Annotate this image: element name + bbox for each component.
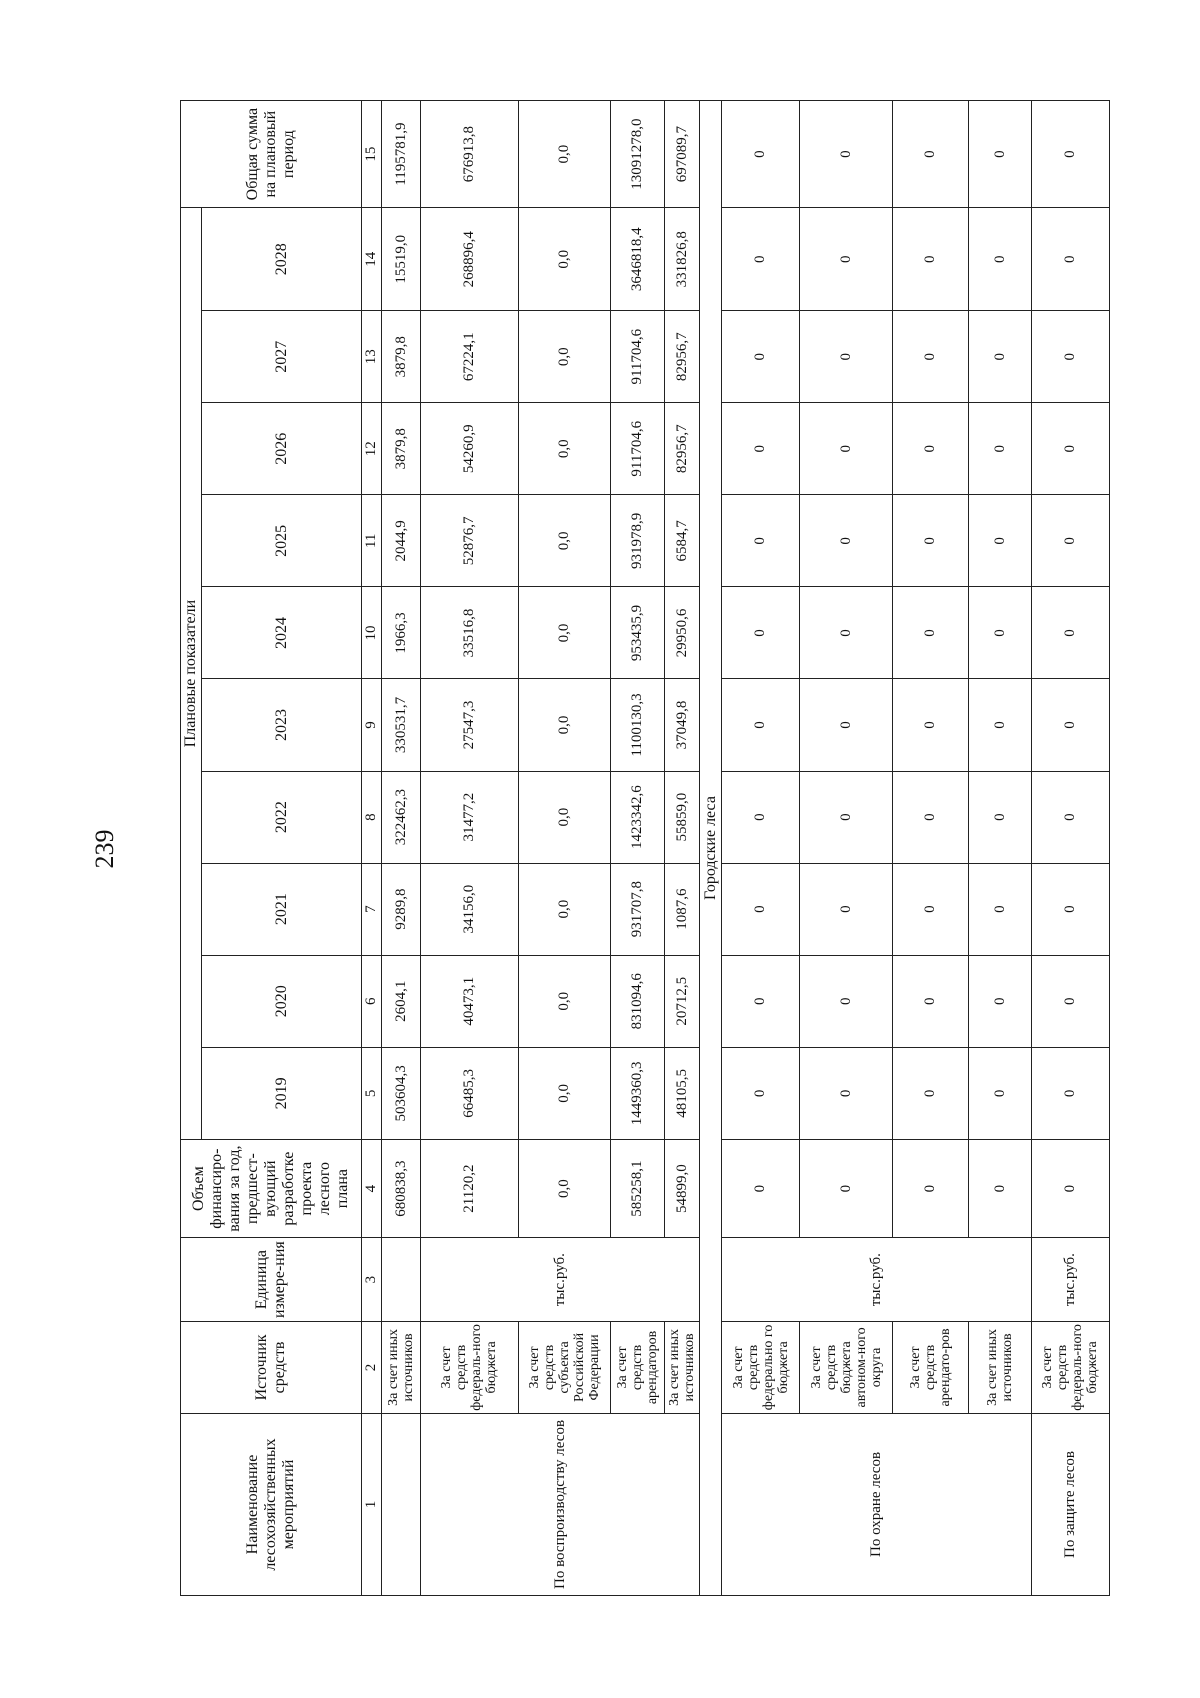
value-cell: 911704,6: [610, 403, 664, 495]
value-cell: 0: [722, 863, 800, 955]
header-total: Общая сумма на плановый период: [181, 101, 362, 208]
page-number: 239: [90, 829, 119, 869]
value-cell: 0: [969, 587, 1032, 679]
header-name: Наименование лесохозяйственных мероприятий: [181, 1413, 362, 1595]
value-cell: 82956,7: [664, 311, 700, 403]
value-cell: 55859,0: [664, 771, 700, 863]
unit-cell: тыс.руб.: [1031, 1238, 1109, 1322]
value-cell: 0: [893, 403, 969, 495]
value-cell: 0: [969, 1047, 1032, 1139]
value-cell: 0: [722, 311, 800, 403]
col-number-10: 10: [362, 587, 382, 679]
col-number-8: 8: [362, 771, 382, 863]
table-row: [800, 101, 893, 1596]
source-cell: За счет средств субъекта Российской Федерации: [518, 1321, 610, 1413]
header-prev-volume: Объем финансиро-вания за год, предшест-вующий разработке проекта лесного плана: [181, 1139, 362, 1238]
value-cell: 0: [800, 208, 893, 311]
table-row: [421, 101, 519, 1596]
value-cell: 953435,9: [610, 587, 664, 679]
table-row: [518, 101, 610, 1596]
value-cell: 0: [722, 1139, 800, 1238]
value-cell: 0: [969, 208, 1032, 311]
value-cell: 0,0: [518, 311, 610, 403]
table-row: [722, 101, 800, 1596]
rotated-table-container: [180, 100, 1110, 1596]
unit-cell: тыс.руб.: [421, 1238, 700, 1322]
value-cell: 0: [722, 1047, 800, 1139]
header-source: Источник средств: [181, 1321, 362, 1413]
value-cell: 29950,6: [664, 587, 700, 679]
table-row: [610, 101, 664, 1596]
source-cell: За счет средств федераль-ного бюджета: [421, 1321, 519, 1413]
value-cell: 0: [893, 587, 969, 679]
header-year-2028: 2028: [202, 208, 362, 311]
header-year-2025: 2025: [202, 495, 362, 587]
value-cell: 0: [1031, 771, 1109, 863]
value-cell: 0: [893, 1139, 969, 1238]
col-number-2: 2: [362, 1321, 382, 1413]
header-year-2024: 2024: [202, 587, 362, 679]
value-cell: 0: [800, 863, 893, 955]
value-cell: 330531,7: [382, 679, 421, 771]
header-year-2026: 2026: [202, 403, 362, 495]
header-year-2019: 2019: [202, 1047, 362, 1139]
value-cell: 0: [1031, 1047, 1109, 1139]
unit-cell: тыс.руб.: [722, 1238, 1032, 1322]
value-cell: 67224,1: [421, 311, 519, 403]
header-planned: Плановые показатели: [181, 208, 202, 1140]
header-year-2020: 2020: [202, 955, 362, 1047]
table-row: [1031, 101, 1109, 1596]
value-cell: 585258,1: [610, 1139, 664, 1238]
value-cell: 0: [893, 955, 969, 1047]
value-cell: 2044,9: [382, 495, 421, 587]
header-year-2023: 2023: [202, 679, 362, 771]
value-cell: 0: [800, 679, 893, 771]
header-year-2027: 2027: [202, 311, 362, 403]
value-cell: 13091278,0: [610, 101, 664, 208]
value-cell: 931707,8: [610, 863, 664, 955]
table-row: [893, 101, 969, 1596]
value-cell: 0: [969, 311, 1032, 403]
value-cell: 0: [1031, 403, 1109, 495]
value-cell: 0: [722, 101, 800, 208]
col-number-11: 11: [362, 495, 382, 587]
value-cell: 0,0: [518, 863, 610, 955]
activity-name: По охране лесов: [722, 1413, 1032, 1595]
activity-cell-empty: [382, 1413, 421, 1595]
section-title: Городские леса: [700, 101, 722, 1596]
section-row: [700, 101, 722, 1596]
value-cell: 0: [800, 101, 893, 208]
table-row: [664, 101, 700, 1596]
value-cell: 0: [893, 1047, 969, 1139]
unit-cell-empty: [382, 1238, 421, 1322]
value-cell: 20712,5: [664, 955, 700, 1047]
value-cell: 0: [722, 208, 800, 311]
value-cell: 0: [800, 1047, 893, 1139]
value-cell: 0,0: [518, 955, 610, 1047]
value-cell: 0: [1031, 208, 1109, 311]
value-cell: 503604,3: [382, 1047, 421, 1139]
value-cell: 1100130,3: [610, 679, 664, 771]
value-cell: 0: [893, 495, 969, 587]
table-row: [382, 101, 421, 1596]
source-cell: За счет средств федерально го бюджета: [722, 1321, 800, 1413]
value-cell: 0: [722, 495, 800, 587]
header-year-2022: 2022: [202, 771, 362, 863]
value-cell: 66485,3: [421, 1047, 519, 1139]
value-cell: 33516,8: [421, 587, 519, 679]
value-cell: 0: [893, 771, 969, 863]
value-cell: 697089,7: [664, 101, 700, 208]
value-cell: 0,0: [518, 208, 610, 311]
col-number-6: 6: [362, 955, 382, 1047]
source-cell: За счет иных источников: [382, 1321, 421, 1413]
table-row: [969, 101, 1032, 1596]
col-number-14: 14: [362, 208, 382, 311]
value-cell: 0: [722, 771, 800, 863]
value-cell: 0: [1031, 679, 1109, 771]
value-cell: 1423342,6: [610, 771, 664, 863]
value-cell: 40473,1: [421, 955, 519, 1047]
activity-name: По воспроизводству лесов: [421, 1413, 700, 1595]
source-cell: За счет средств арендаторов: [610, 1321, 664, 1413]
value-cell: 0: [893, 208, 969, 311]
value-cell: 0: [722, 955, 800, 1047]
value-cell: 268896,4: [421, 208, 519, 311]
value-cell: 31477,2: [421, 771, 519, 863]
value-cell: 0: [969, 955, 1032, 1047]
value-cell: 0: [1031, 1139, 1109, 1238]
value-cell: 2604,1: [382, 955, 421, 1047]
value-cell: 322462,3: [382, 771, 421, 863]
col-number-5: 5: [362, 1047, 382, 1139]
value-cell: 0: [1031, 101, 1109, 208]
value-cell: 0,0: [518, 101, 610, 208]
value-cell: 0: [969, 863, 1032, 955]
value-cell: 0: [893, 679, 969, 771]
value-cell: 0: [969, 771, 1032, 863]
col-number-12: 12: [362, 403, 382, 495]
col-number-15: 15: [362, 101, 382, 208]
value-cell: 0: [800, 955, 893, 1047]
value-cell: 0: [800, 403, 893, 495]
col-number-13: 13: [362, 311, 382, 403]
value-cell: 1195781,9: [382, 101, 421, 208]
value-cell: 0: [1031, 311, 1109, 403]
header-year-2021: 2021: [202, 863, 362, 955]
value-cell: 0: [1031, 863, 1109, 955]
value-cell: 0: [893, 101, 969, 208]
value-cell: 37049,8: [664, 679, 700, 771]
value-cell: 21120,2: [421, 1139, 519, 1238]
value-cell: 0: [1031, 587, 1109, 679]
header-unit: Единица измере-ния: [181, 1238, 362, 1322]
value-cell: 54899,0: [664, 1139, 700, 1238]
forestry-finance-table: [180, 100, 1110, 1596]
value-cell: 0: [722, 587, 800, 679]
value-cell: 0: [893, 311, 969, 403]
source-cell: За счет иных источников: [969, 1321, 1032, 1413]
value-cell: 0,0: [518, 1047, 610, 1139]
value-cell: 0,0: [518, 587, 610, 679]
value-cell: 0,0: [518, 679, 610, 771]
value-cell: 0,0: [518, 495, 610, 587]
value-cell: 831094,6: [610, 955, 664, 1047]
value-cell: 0,0: [518, 771, 610, 863]
col-number-1: 1: [362, 1413, 382, 1595]
value-cell: 0: [800, 311, 893, 403]
value-cell: 54260,9: [421, 403, 519, 495]
value-cell: 0: [722, 403, 800, 495]
value-cell: 1087,6: [664, 863, 700, 955]
value-cell: 676913,8: [421, 101, 519, 208]
col-number-4: 4: [362, 1139, 382, 1238]
value-cell: 0: [1031, 495, 1109, 587]
col-number-9: 9: [362, 679, 382, 771]
value-cell: 3646818,4: [610, 208, 664, 311]
value-cell: 0,0: [518, 403, 610, 495]
value-cell: 0: [969, 101, 1032, 208]
value-cell: 0: [800, 587, 893, 679]
source-cell: За счет средств арендато-ров: [893, 1321, 969, 1413]
col-number-3: 3: [362, 1238, 382, 1322]
value-cell: 48105,5: [664, 1047, 700, 1139]
value-cell: 0: [722, 679, 800, 771]
value-cell: 0: [969, 1139, 1032, 1238]
value-cell: 0: [800, 495, 893, 587]
value-cell: 0: [969, 679, 1032, 771]
source-cell: За счет иных источников: [664, 1321, 700, 1413]
source-cell: За счет средств федераль-ного бюджета: [1031, 1321, 1109, 1413]
value-cell: 911704,6: [610, 311, 664, 403]
value-cell: 680838,3: [382, 1139, 421, 1238]
value-cell: 3879,8: [382, 403, 421, 495]
source-cell: За счет средств бюджета автоном-ного округа: [800, 1321, 893, 1413]
value-cell: 27547,3: [421, 679, 519, 771]
value-cell: 0: [1031, 955, 1109, 1047]
value-cell: 52876,7: [421, 495, 519, 587]
value-cell: 331826,8: [664, 208, 700, 311]
value-cell: 9289,8: [382, 863, 421, 955]
value-cell: 0: [969, 403, 1032, 495]
value-cell: 0: [893, 863, 969, 955]
value-cell: 0: [800, 1139, 893, 1238]
value-cell: 82956,7: [664, 403, 700, 495]
value-cell: 3879,8: [382, 311, 421, 403]
value-cell: 1449360,3: [610, 1047, 664, 1139]
col-number-7: 7: [362, 863, 382, 955]
value-cell: 931978,9: [610, 495, 664, 587]
value-cell: 1966,3: [382, 587, 421, 679]
value-cell: 6584,7: [664, 495, 700, 587]
value-cell: 15519,0: [382, 208, 421, 311]
value-cell: 0: [969, 495, 1032, 587]
activity-name: По защите лесов: [1031, 1413, 1109, 1595]
value-cell: 0: [800, 771, 893, 863]
value-cell: 0,0: [518, 1139, 610, 1238]
value-cell: 34156,0: [421, 863, 519, 955]
